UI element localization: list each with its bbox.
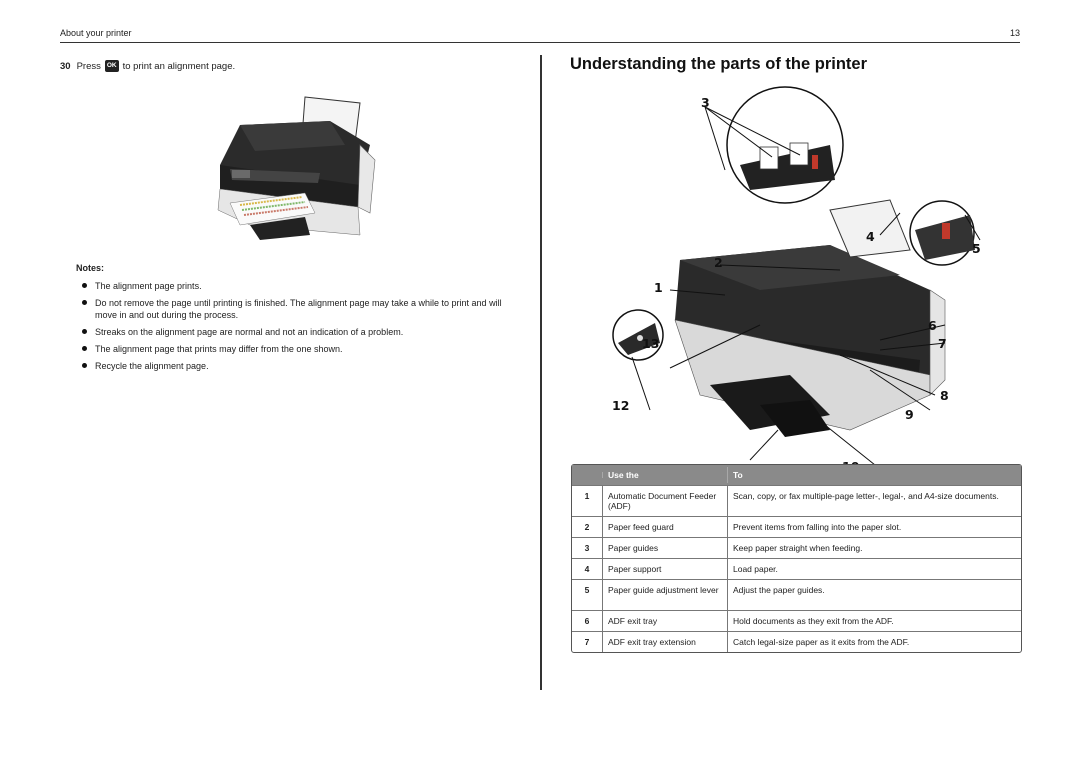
row-part: ADF exit tray bbox=[603, 611, 728, 631]
row-purpose: Prevent items from falling into the paper slot. bbox=[733, 522, 902, 532]
row-purpose: Load paper. bbox=[733, 564, 778, 574]
note-item: The alignment page prints. bbox=[80, 280, 520, 292]
section-title: Understanding the parts of the printer bbox=[570, 55, 868, 73]
row-purpose: Adjust the paper guides. bbox=[733, 585, 825, 595]
row-part: Paper feed guard bbox=[603, 517, 728, 537]
row-part: Paper guides bbox=[603, 538, 728, 558]
header-number bbox=[572, 472, 603, 478]
callout-7: 7 bbox=[938, 336, 947, 351]
header-section-title: About your printer bbox=[60, 28, 132, 38]
table-row bbox=[572, 537, 1021, 558]
row-part: Automatic Document Feeder (ADF) bbox=[603, 486, 728, 516]
table-row bbox=[572, 631, 1021, 652]
callout-13: 13 bbox=[642, 336, 660, 351]
page-number: 13 bbox=[1009, 28, 1020, 38]
callout-8: 8 bbox=[940, 388, 949, 403]
note-item: Recycle the alignment page. bbox=[80, 360, 520, 372]
page-header bbox=[60, 28, 1020, 43]
table-row bbox=[572, 516, 1021, 537]
table-row bbox=[572, 579, 1021, 610]
right-column bbox=[570, 55, 1020, 422]
header-purpose: To bbox=[733, 470, 743, 480]
callout-1: 1 bbox=[654, 280, 663, 295]
step-text-after: to print an alignment page. bbox=[122, 60, 236, 72]
header-part: Use the bbox=[603, 467, 728, 483]
printer-parts-table bbox=[571, 464, 1022, 653]
row-purpose: Scan, copy, or fax multiple-page letter-, legal-, and A4-size documents. bbox=[733, 491, 999, 501]
step-text-before: Press bbox=[76, 60, 101, 72]
table-row bbox=[572, 558, 1021, 579]
note-item: Do not remove the page until printing is finished. The alignment page may take a while to print and will move in and out during the process. bbox=[80, 297, 520, 321]
row-number: 1 bbox=[572, 486, 603, 516]
left-column bbox=[60, 60, 515, 371]
row-number: 2 bbox=[572, 517, 603, 537]
ok-button-icon: OK bbox=[105, 60, 119, 72]
notes-heading: Notes: bbox=[76, 263, 105, 273]
note-item: Streaks on the alignment page are normal and not an indication of a problem. bbox=[80, 326, 520, 338]
table-row bbox=[572, 485, 1021, 516]
notes-list bbox=[80, 280, 520, 377]
row-part: Paper support bbox=[603, 559, 728, 579]
step-instruction bbox=[60, 60, 515, 72]
row-part: Paper guide adjustment lever bbox=[603, 580, 728, 610]
callout-6: 6 bbox=[928, 318, 937, 333]
step-number: 30 bbox=[60, 60, 71, 72]
callout-5: 5 bbox=[972, 241, 981, 256]
row-purpose: Keep paper straight when feeding. bbox=[733, 543, 863, 553]
note-item: The alignment page that prints may differ from the one shown. bbox=[80, 343, 520, 355]
column-divider bbox=[540, 55, 542, 690]
row-purpose: Catch legal-size paper as it exits from the ADF. bbox=[733, 637, 910, 647]
row-purpose: Hold documents as they exit from the ADF. bbox=[733, 616, 894, 626]
detail-guide-lever bbox=[812, 155, 818, 169]
callout-3: 3 bbox=[701, 95, 710, 110]
table-header bbox=[572, 465, 1021, 485]
row-number: 3 bbox=[572, 538, 603, 558]
printer-alignment-illustration bbox=[210, 85, 380, 245]
callout-2: 2 bbox=[714, 255, 723, 270]
row-number: 6 bbox=[572, 611, 603, 631]
printer-parts-diagram bbox=[600, 85, 1000, 455]
row-part: ADF exit tray extension bbox=[603, 632, 728, 652]
row-number: 5 bbox=[572, 580, 603, 610]
detail-lever-highlight bbox=[942, 223, 950, 239]
callout-12: 12 bbox=[612, 398, 630, 413]
row-number: 7 bbox=[572, 632, 603, 652]
callout-9: 9 bbox=[905, 407, 914, 422]
table-row bbox=[572, 610, 1021, 631]
callout-4: 4 bbox=[866, 229, 875, 244]
row-number: 4 bbox=[572, 559, 603, 579]
